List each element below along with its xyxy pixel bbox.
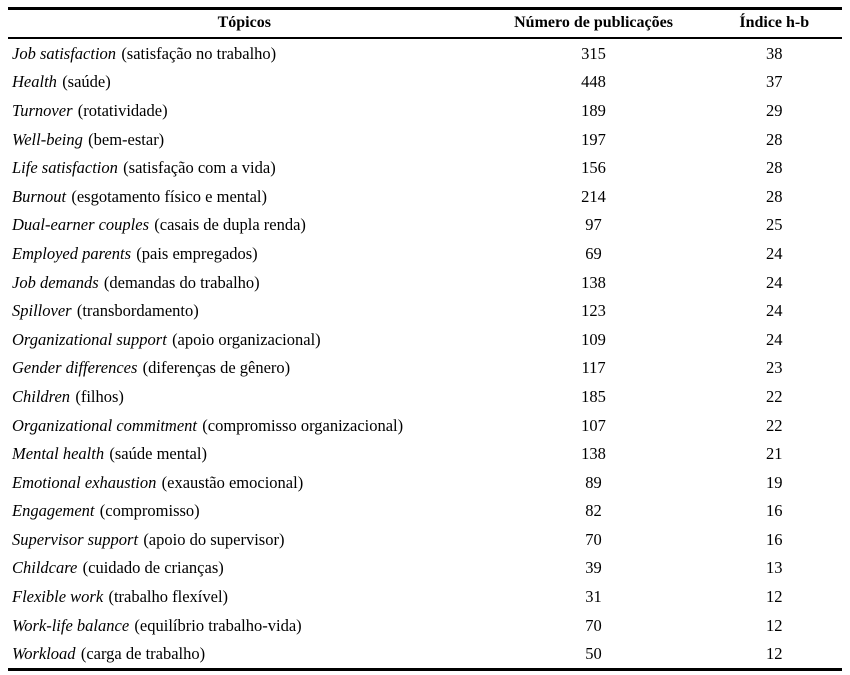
hb-cell: 19 [766,472,783,492]
hb-cell: 37 [766,72,783,92]
topic-cell [8,325,481,354]
hb-cell: 28 [766,186,783,206]
topic-cell [8,296,481,325]
hb-cell: 16 [766,529,783,549]
topic-cell [8,354,481,383]
hb-cell: 16 [766,501,783,521]
topic-cell [8,153,481,182]
topic-translation: (carga de trabalho) [80,644,206,664]
topic-translation: (diferenças de gênero) [142,358,291,378]
topic-term: Well-being [12,129,83,149]
topic-translation: (transbordamento) [76,301,199,321]
topic-cell [8,68,481,97]
topic-translation: (apoio do supervisor) [143,529,285,549]
publications-cell: 97 [585,215,602,235]
hb-cell: 13 [766,558,783,578]
table-row [8,354,842,383]
table-row [8,211,842,240]
table-row [8,582,842,611]
publications-cell: 107 [581,415,606,435]
table-row [8,468,842,497]
topic-translation: (trabalho flexível) [108,587,229,607]
table-row [8,38,842,68]
publications-cell: 189 [581,100,606,120]
topic-translation: (saúde) [62,72,111,92]
table-row [8,525,842,554]
hb-cell: 12 [766,644,783,664]
topic-translation: (compromisso) [99,501,200,521]
topic-cell [8,497,481,526]
table-row [8,182,842,211]
publications-cell: 109 [581,329,606,349]
publications-cell: 39 [585,558,602,578]
publications-cell: 89 [585,472,602,492]
table-header [8,9,842,39]
hb-cell: 21 [766,444,783,464]
publications-cell: 117 [581,358,606,378]
hb-cell: 24 [766,329,783,349]
topic-term: Employed parents [12,243,131,263]
topic-cell [8,439,481,468]
topic-translation: (casais de dupla renda) [154,215,306,235]
topic-cell [8,38,481,68]
table-row [8,611,842,640]
topic-term: Mental health [12,444,105,464]
table-row [8,411,842,440]
table-row [8,296,842,325]
header-row [8,9,842,39]
topic-term: Health [12,72,57,92]
table-row [8,639,842,669]
table-row [8,382,842,411]
table-row [8,153,842,182]
topic-term: Turnover [12,100,73,120]
publications-cell: 185 [581,386,606,406]
publications-cell: 82 [585,501,602,521]
hb-cell: 28 [766,129,783,149]
topic-cell [8,96,481,125]
topic-term: Burnout [12,186,67,206]
topic-term: Organizational commitment [12,415,198,435]
table-row [8,325,842,354]
topic-cell [8,382,481,411]
publications-cell: 156 [581,158,606,178]
table-row [8,239,842,268]
topic-translation: (compromisso organizacional) [202,415,404,435]
topic-translation: (bem-estar) [88,129,165,149]
topic-translation: (apoio organizacional) [172,329,321,349]
table-row [8,497,842,526]
header-topics: Tópicos [217,14,271,31]
hb-cell: 24 [766,272,783,292]
topic-cell [8,211,481,240]
topic-translation: (filhos) [75,386,124,406]
topic-cell [8,125,481,154]
hb-cell: 22 [766,415,783,435]
topic-translation: (saúde mental) [109,444,207,464]
topic-term: Job demands [12,272,99,292]
topic-cell [8,611,481,640]
publications-cell: 315 [581,43,606,63]
topic-cell [8,239,481,268]
topic-cell [8,411,481,440]
topic-term: Workload [12,644,76,664]
publications-cell: 123 [581,301,606,321]
hb-cell: 24 [766,243,783,263]
table-row [8,68,842,97]
hb-cell: 28 [766,158,783,178]
header-hb-index: Índice h-b [739,14,810,31]
topic-cell [8,468,481,497]
topic-term: Work-life balance [12,615,130,635]
topic-term: Engagement [12,501,95,521]
publications-cell: 138 [581,444,606,464]
topic-translation: (equilíbrio trabalho-vida) [134,615,302,635]
topic-term: Gender differences [12,358,138,378]
hb-cell: 12 [766,587,783,607]
hb-cell: 38 [766,43,783,63]
publications-cell: 214 [581,186,606,206]
table-row [8,268,842,297]
publications-cell: 197 [581,129,606,149]
topic-cell [8,582,481,611]
topic-translation: (pais empregados) [136,243,258,263]
topic-cell [8,182,481,211]
topic-translation: (esgotamento físico e mental) [71,186,267,206]
header-publications: Número de publicações [514,14,673,31]
topic-term: Children [12,386,71,406]
hb-cell: 23 [766,358,783,378]
table-body [8,38,842,670]
topic-term: Job satisfaction [12,43,117,63]
table-row [8,96,842,125]
topic-term: Life satisfaction [12,158,118,178]
topic-translation: (satisfação no trabalho) [121,43,277,63]
topic-translation: (rotatividade) [77,100,168,120]
hb-cell: 24 [766,301,783,321]
publications-cell: 70 [585,529,602,549]
topic-cell [8,268,481,297]
publications-cell: 448 [581,72,606,92]
table-row [8,439,842,468]
topic-cell [8,525,481,554]
topic-translation: (exaustão emocional) [161,472,304,492]
topic-cell [8,554,481,583]
topic-translation: (demandas do trabalho) [103,272,260,292]
topic-term: Flexible work [12,587,104,607]
topic-term: Organizational support [12,329,167,349]
table-row [8,554,842,583]
table-row [8,125,842,154]
hb-cell: 12 [766,615,783,635]
publications-cell: 138 [581,272,606,292]
publications-cell: 70 [585,615,602,635]
topics-table [8,7,842,671]
publications-cell: 50 [585,644,602,664]
topic-translation: (satisfação com a vida) [123,158,276,178]
hb-cell: 22 [766,386,783,406]
publications-cell: 69 [585,243,602,263]
topic-term: Dual-earner couples [12,215,150,235]
topic-term: Supervisor support [12,529,139,549]
topic-translation: (cuidado de crianças) [82,558,224,578]
publications-cell: 31 [585,587,602,607]
topic-cell [8,639,481,669]
topic-term: Childcare [12,558,78,578]
hb-cell: 25 [766,215,783,235]
hb-cell: 29 [766,100,783,120]
topic-term: Spillover [12,301,72,321]
topic-term: Emotional exhaustion [12,472,157,492]
